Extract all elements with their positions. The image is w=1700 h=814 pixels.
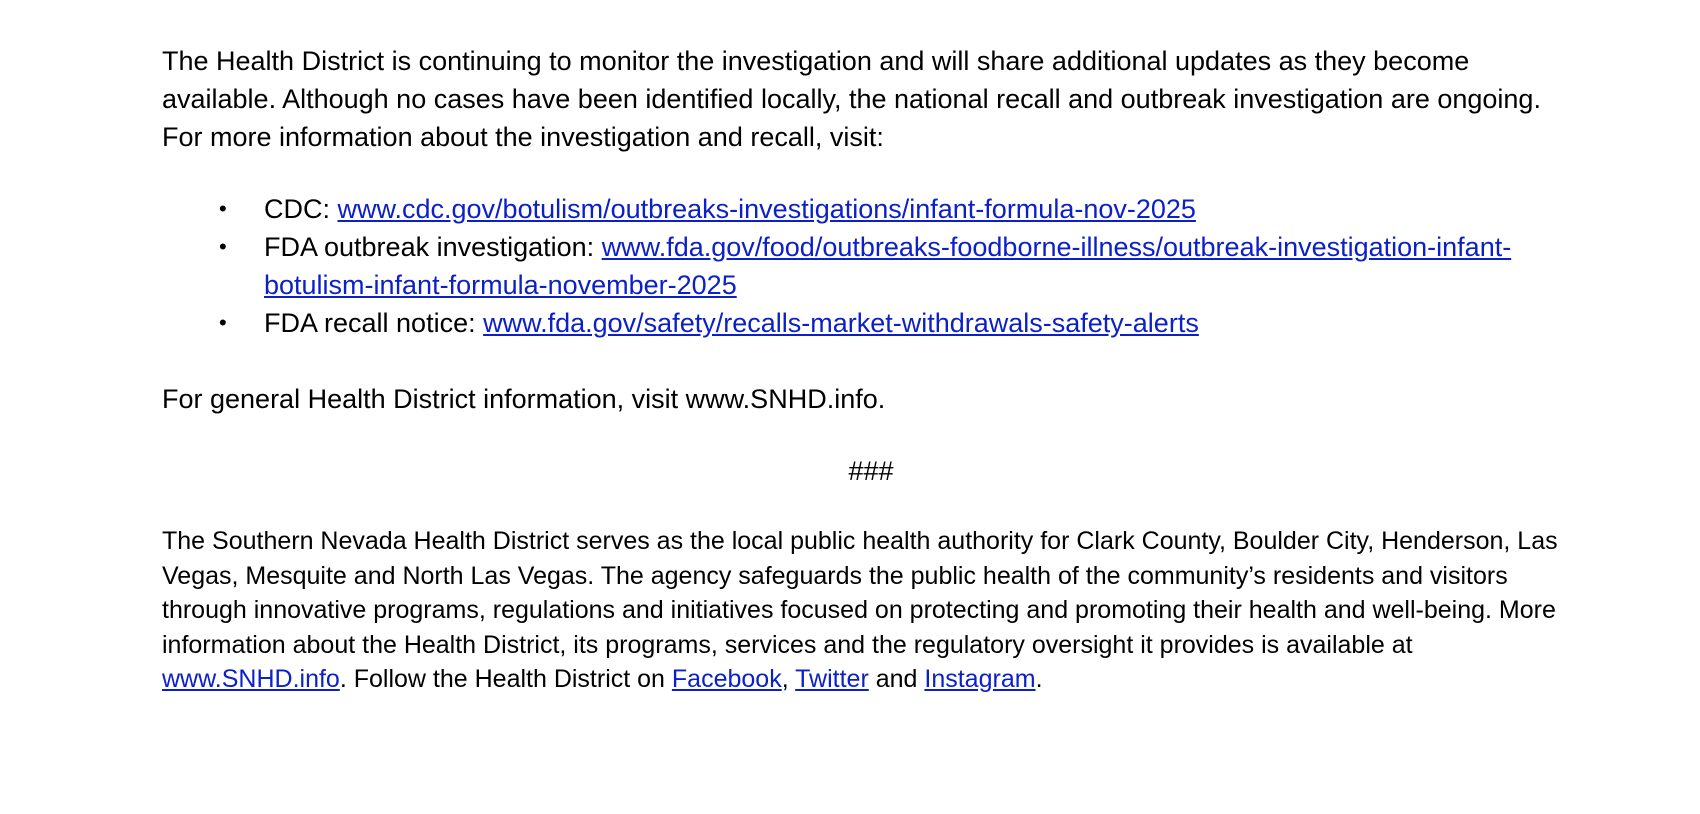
bullet-icon: •: [219, 196, 227, 221]
about-follow-text: . Follow the Health District on: [339, 665, 672, 693]
bullet-icon: •: [219, 310, 227, 335]
intro-paragraph: The Health District is continuing to monitor the investigation and will share additional updates as they become available. Although no cases have been identified locally, the national recall and outbreak investigation are ongoing.: [162, 46, 1541, 114]
facebook-link[interactable]: Facebook: [671, 665, 782, 693]
resource-links-list: [162, 190, 1562, 342]
cdc-link[interactable]: www.cdc.gov/botulism/outbreaks-investigations/infant-formula-nov-2025: [337, 194, 1196, 224]
and-separator: and: [868, 665, 925, 693]
comma-separator: ,: [781, 665, 796, 693]
general-info-line: For general Health District information, visit www.SNHD.info.: [162, 384, 886, 414]
document-page: [162, 42, 1562, 697]
link-label-cdc: CDC:: [264, 194, 338, 224]
about-paragraph: [162, 524, 1562, 697]
bullet-icon: •: [219, 234, 227, 259]
list-item-fda-outbreak: [162, 228, 1562, 304]
link-label-fda-outbreak: FDA outbreak investigation:: [264, 232, 602, 262]
list-item-cdc: [162, 190, 1562, 228]
about-text: The Southern Nevada Health District serves as the local public health authority for Clark County, Boulder City, Henderson, Las Vegas, Mesquite and North Las Vegas. The agency safeguards the public health of the community’s residents and visitors through innovative programs, regulations and initiatives focused on protecting and promoting their health and well-being. More information about the Health District, its programs, services and the regulatory oversight it provides is available at: [162, 527, 1558, 659]
fda-outbreak-link[interactable]: www.fda.gov/food/outbreaks-foodborne-illness/outbreak-investigation-infant-botulism-infant-formula-november-2025: [264, 232, 1512, 300]
end-marker: ###: [848, 456, 894, 486]
twitter-link[interactable]: Twitter: [795, 665, 869, 693]
snhd-link[interactable]: www.SNHD.info: [162, 665, 340, 693]
instagram-link[interactable]: Instagram: [924, 665, 1036, 693]
more-info-line: For more information about the investigation and recall, visit:: [162, 122, 884, 152]
period: .: [1035, 665, 1043, 693]
fda-recall-link[interactable]: www.fda.gov/safety/recalls-market-withdrawals-safety-alerts: [483, 308, 1199, 338]
list-item-fda-recall: [162, 304, 1562, 342]
link-label-fda-recall: FDA recall notice:: [264, 308, 484, 338]
